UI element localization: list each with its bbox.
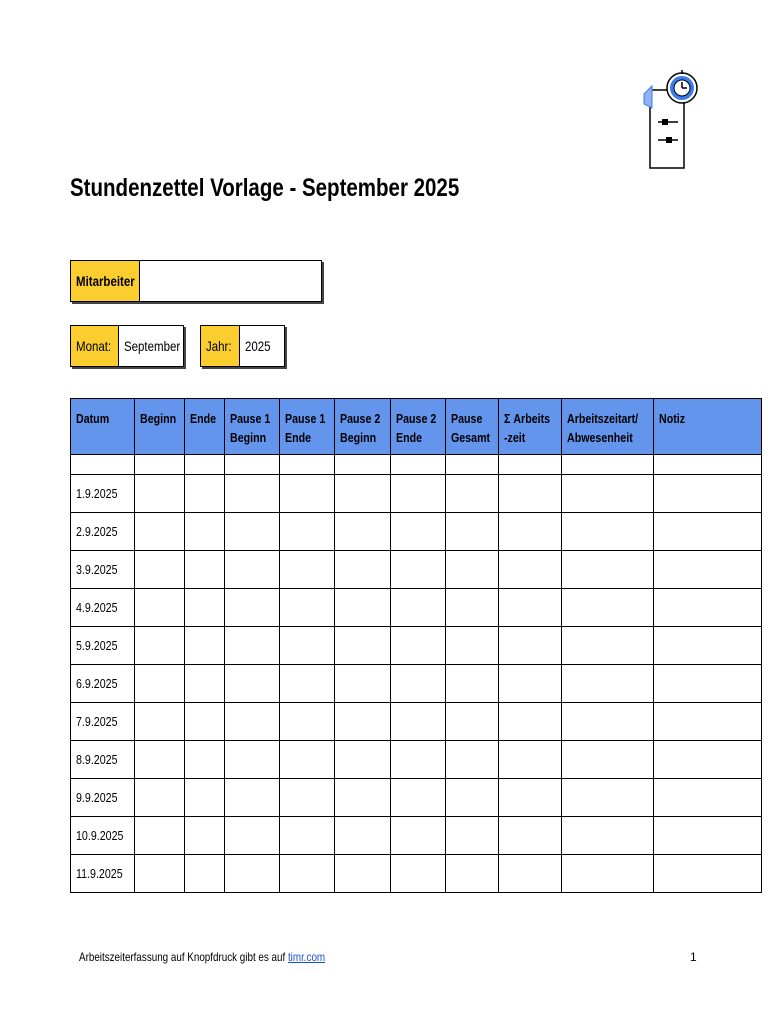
entry-cell[interactable] [561, 513, 654, 551]
spacer-cell [185, 455, 225, 475]
entry-cell[interactable] [499, 627, 561, 665]
table-row [71, 855, 762, 893]
entry-cell[interactable] [390, 855, 445, 893]
year-field[interactable] [200, 325, 285, 367]
entry-cell[interactable] [135, 665, 185, 703]
year-value[interactable]: 2025 [245, 338, 271, 354]
employee-field[interactable] [70, 260, 322, 302]
column-header: Pause 2 Ende [390, 399, 445, 455]
entry-cell[interactable] [561, 855, 654, 893]
entry-cell[interactable] [135, 779, 185, 817]
date-cell: 5.9.2025 [71, 627, 135, 665]
entry-cell[interactable] [445, 475, 499, 513]
entry-cell[interactable] [390, 741, 445, 779]
entry-cell[interactable] [390, 627, 445, 665]
spacer-cell [561, 455, 654, 475]
entry-cell[interactable] [445, 551, 499, 589]
spacer-cell [390, 455, 445, 475]
entry-cell[interactable] [654, 551, 762, 589]
entry-cell[interactable] [499, 589, 561, 627]
entry-cell[interactable] [225, 855, 280, 893]
table-row [71, 665, 762, 703]
entry-cell[interactable] [390, 551, 445, 589]
entry-cell[interactable] [561, 475, 654, 513]
entry-cell[interactable] [654, 513, 762, 551]
month-field[interactable] [70, 325, 184, 367]
entry-cell[interactable] [185, 475, 225, 513]
entry-cell[interactable] [499, 817, 561, 855]
entry-cell[interactable] [225, 589, 280, 627]
entry-cell[interactable] [654, 475, 762, 513]
timesheet-clock-icon [640, 60, 700, 172]
entry-cell[interactable] [654, 779, 762, 817]
entry-cell[interactable] [225, 551, 280, 589]
entry-cell[interactable] [225, 817, 280, 855]
employee-label: Mitarbeiter [71, 261, 140, 301]
date-cell: 3.9.2025 [71, 551, 135, 589]
entry-cell[interactable] [280, 855, 335, 893]
entry-cell[interactable] [335, 703, 390, 741]
spacer-cell [335, 455, 390, 475]
entry-cell[interactable] [335, 589, 390, 627]
entry-cell[interactable] [445, 741, 499, 779]
entry-cell[interactable] [654, 627, 762, 665]
table-row [71, 779, 762, 817]
entry-cell[interactable] [185, 589, 225, 627]
footer-link[interactable]: timr.com [287, 950, 326, 964]
entry-cell[interactable] [335, 475, 390, 513]
spacer-cell [71, 455, 135, 475]
entry-cell[interactable] [135, 513, 185, 551]
entry-cell[interactable] [135, 817, 185, 855]
entry-cell[interactable] [561, 703, 654, 741]
table-row [71, 589, 762, 627]
date-cell: 8.9.2025 [71, 741, 135, 779]
date-cell: 1.9.2025 [71, 475, 135, 513]
column-header: Pause 1 Ende [280, 399, 335, 455]
entry-cell[interactable] [335, 855, 390, 893]
entry-cell[interactable] [280, 817, 335, 855]
footer-note [79, 950, 379, 964]
entry-cell[interactable] [280, 627, 335, 665]
spacer-cell [225, 455, 280, 475]
table-row [71, 551, 762, 589]
entry-cell[interactable] [654, 589, 762, 627]
entry-cell[interactable] [654, 817, 762, 855]
entry-cell[interactable] [225, 513, 280, 551]
date-cell: 6.9.2025 [71, 665, 135, 703]
entry-cell[interactable] [185, 551, 225, 589]
entry-cell[interactable] [185, 741, 225, 779]
entry-cell[interactable] [445, 665, 499, 703]
entry-cell[interactable] [135, 627, 185, 665]
entry-cell[interactable] [280, 513, 335, 551]
entry-cell[interactable] [225, 741, 280, 779]
entry-cell[interactable] [390, 665, 445, 703]
entry-cell[interactable] [561, 779, 654, 817]
entry-cell[interactable] [185, 855, 225, 893]
spacer-cell [445, 455, 499, 475]
entry-cell[interactable] [654, 741, 762, 779]
entry-cell[interactable] [561, 817, 654, 855]
entry-cell[interactable] [561, 627, 654, 665]
entry-cell[interactable] [445, 627, 499, 665]
entry-cell[interactable] [185, 703, 225, 741]
entry-cell[interactable] [561, 665, 654, 703]
date-cell: 2.9.2025 [71, 513, 135, 551]
entry-cell[interactable] [654, 665, 762, 703]
entry-cell[interactable] [335, 627, 390, 665]
entry-cell[interactable] [445, 589, 499, 627]
table-row [71, 703, 762, 741]
entry-cell[interactable] [561, 551, 654, 589]
entry-cell[interactable] [280, 741, 335, 779]
entry-cell[interactable] [499, 703, 561, 741]
entry-cell[interactable] [225, 627, 280, 665]
timesheet-table [70, 398, 762, 893]
entry-cell[interactable] [390, 779, 445, 817]
column-header: Σ Arbeits -zeit [499, 399, 561, 455]
entry-cell[interactable] [390, 589, 445, 627]
column-header: Beginn [135, 399, 185, 455]
entry-cell[interactable] [654, 855, 762, 893]
entry-cell[interactable] [185, 817, 225, 855]
column-header: Pause 2 Beginn [335, 399, 390, 455]
date-cell: 4.9.2025 [71, 589, 135, 627]
entry-cell[interactable] [185, 627, 225, 665]
entry-cell[interactable] [499, 855, 561, 893]
entry-cell[interactable] [280, 589, 335, 627]
table-spacer-row [71, 455, 762, 475]
table-row [71, 741, 762, 779]
entry-cell[interactable] [499, 551, 561, 589]
entry-cell[interactable] [445, 703, 499, 741]
date-cell: 10.9.2025 [71, 817, 135, 855]
entry-cell[interactable] [225, 703, 280, 741]
entry-cell[interactable] [335, 817, 390, 855]
entry-cell[interactable] [499, 665, 561, 703]
entry-cell[interactable] [335, 779, 390, 817]
column-header: Datum [71, 399, 135, 455]
entry-cell[interactable] [654, 703, 762, 741]
entry-cell[interactable] [445, 855, 499, 893]
entry-cell[interactable] [390, 475, 445, 513]
entry-cell[interactable] [135, 855, 185, 893]
page-title: Stundenzettel Vorlage - September 2025 [70, 174, 460, 202]
column-header: Notiz [654, 399, 762, 455]
table-header-row [71, 399, 762, 455]
entry-cell[interactable] [225, 475, 280, 513]
entry-cell[interactable] [335, 741, 390, 779]
entry-cell[interactable] [499, 513, 561, 551]
entry-cell[interactable] [135, 475, 185, 513]
table-row [71, 513, 762, 551]
spacer-cell [280, 455, 335, 475]
entry-cell[interactable] [280, 475, 335, 513]
entry-cell[interactable] [335, 513, 390, 551]
entry-cell[interactable] [135, 551, 185, 589]
entry-cell[interactable] [499, 741, 561, 779]
month-value[interactable]: September [124, 338, 181, 354]
year-label: Jahr: [201, 326, 240, 366]
table-row [71, 475, 762, 513]
entry-cell[interactable] [185, 513, 225, 551]
entry-cell[interactable] [561, 589, 654, 627]
spacer-cell [654, 455, 762, 475]
entry-cell[interactable] [225, 665, 280, 703]
entry-cell[interactable] [390, 703, 445, 741]
column-header: Pause Gesamt [445, 399, 499, 455]
entry-cell[interactable] [445, 779, 499, 817]
employee-value[interactable] [140, 261, 145, 301]
entry-cell[interactable] [445, 513, 499, 551]
column-header: Ende [185, 399, 225, 455]
entry-cell[interactable] [335, 665, 390, 703]
date-cell: 7.9.2025 [71, 703, 135, 741]
footer-text: Arbeitszeiterfassung auf Knopfdruck gibt es auf [79, 950, 288, 964]
entry-cell[interactable] [335, 551, 390, 589]
entry-cell[interactable] [280, 665, 335, 703]
page-number: 1 [690, 950, 697, 964]
date-cell: 9.9.2025 [71, 779, 135, 817]
entry-cell[interactable] [499, 779, 561, 817]
entry-cell[interactable] [280, 779, 335, 817]
spacer-cell [135, 455, 185, 475]
date-cell: 11.9.2025 [71, 855, 135, 893]
month-label: Monat: [71, 326, 119, 366]
entry-cell[interactable] [390, 817, 445, 855]
entry-cell[interactable] [185, 779, 225, 817]
entry-cell[interactable] [499, 475, 561, 513]
table-row [71, 817, 762, 855]
column-header: Pause 1 Beginn [225, 399, 280, 455]
entry-cell[interactable] [280, 551, 335, 589]
entry-cell[interactable] [185, 665, 225, 703]
spacer-cell [499, 455, 561, 475]
column-header: Arbeitszeitart/ Abwesenheit [561, 399, 654, 455]
entry-cell[interactable] [280, 703, 335, 741]
entry-cell[interactable] [445, 817, 499, 855]
entry-cell[interactable] [225, 779, 280, 817]
entry-cell[interactable] [561, 741, 654, 779]
entry-cell[interactable] [135, 703, 185, 741]
table-row [71, 627, 762, 665]
entry-cell[interactable] [135, 741, 185, 779]
entry-cell[interactable] [390, 513, 445, 551]
entry-cell[interactable] [135, 589, 185, 627]
